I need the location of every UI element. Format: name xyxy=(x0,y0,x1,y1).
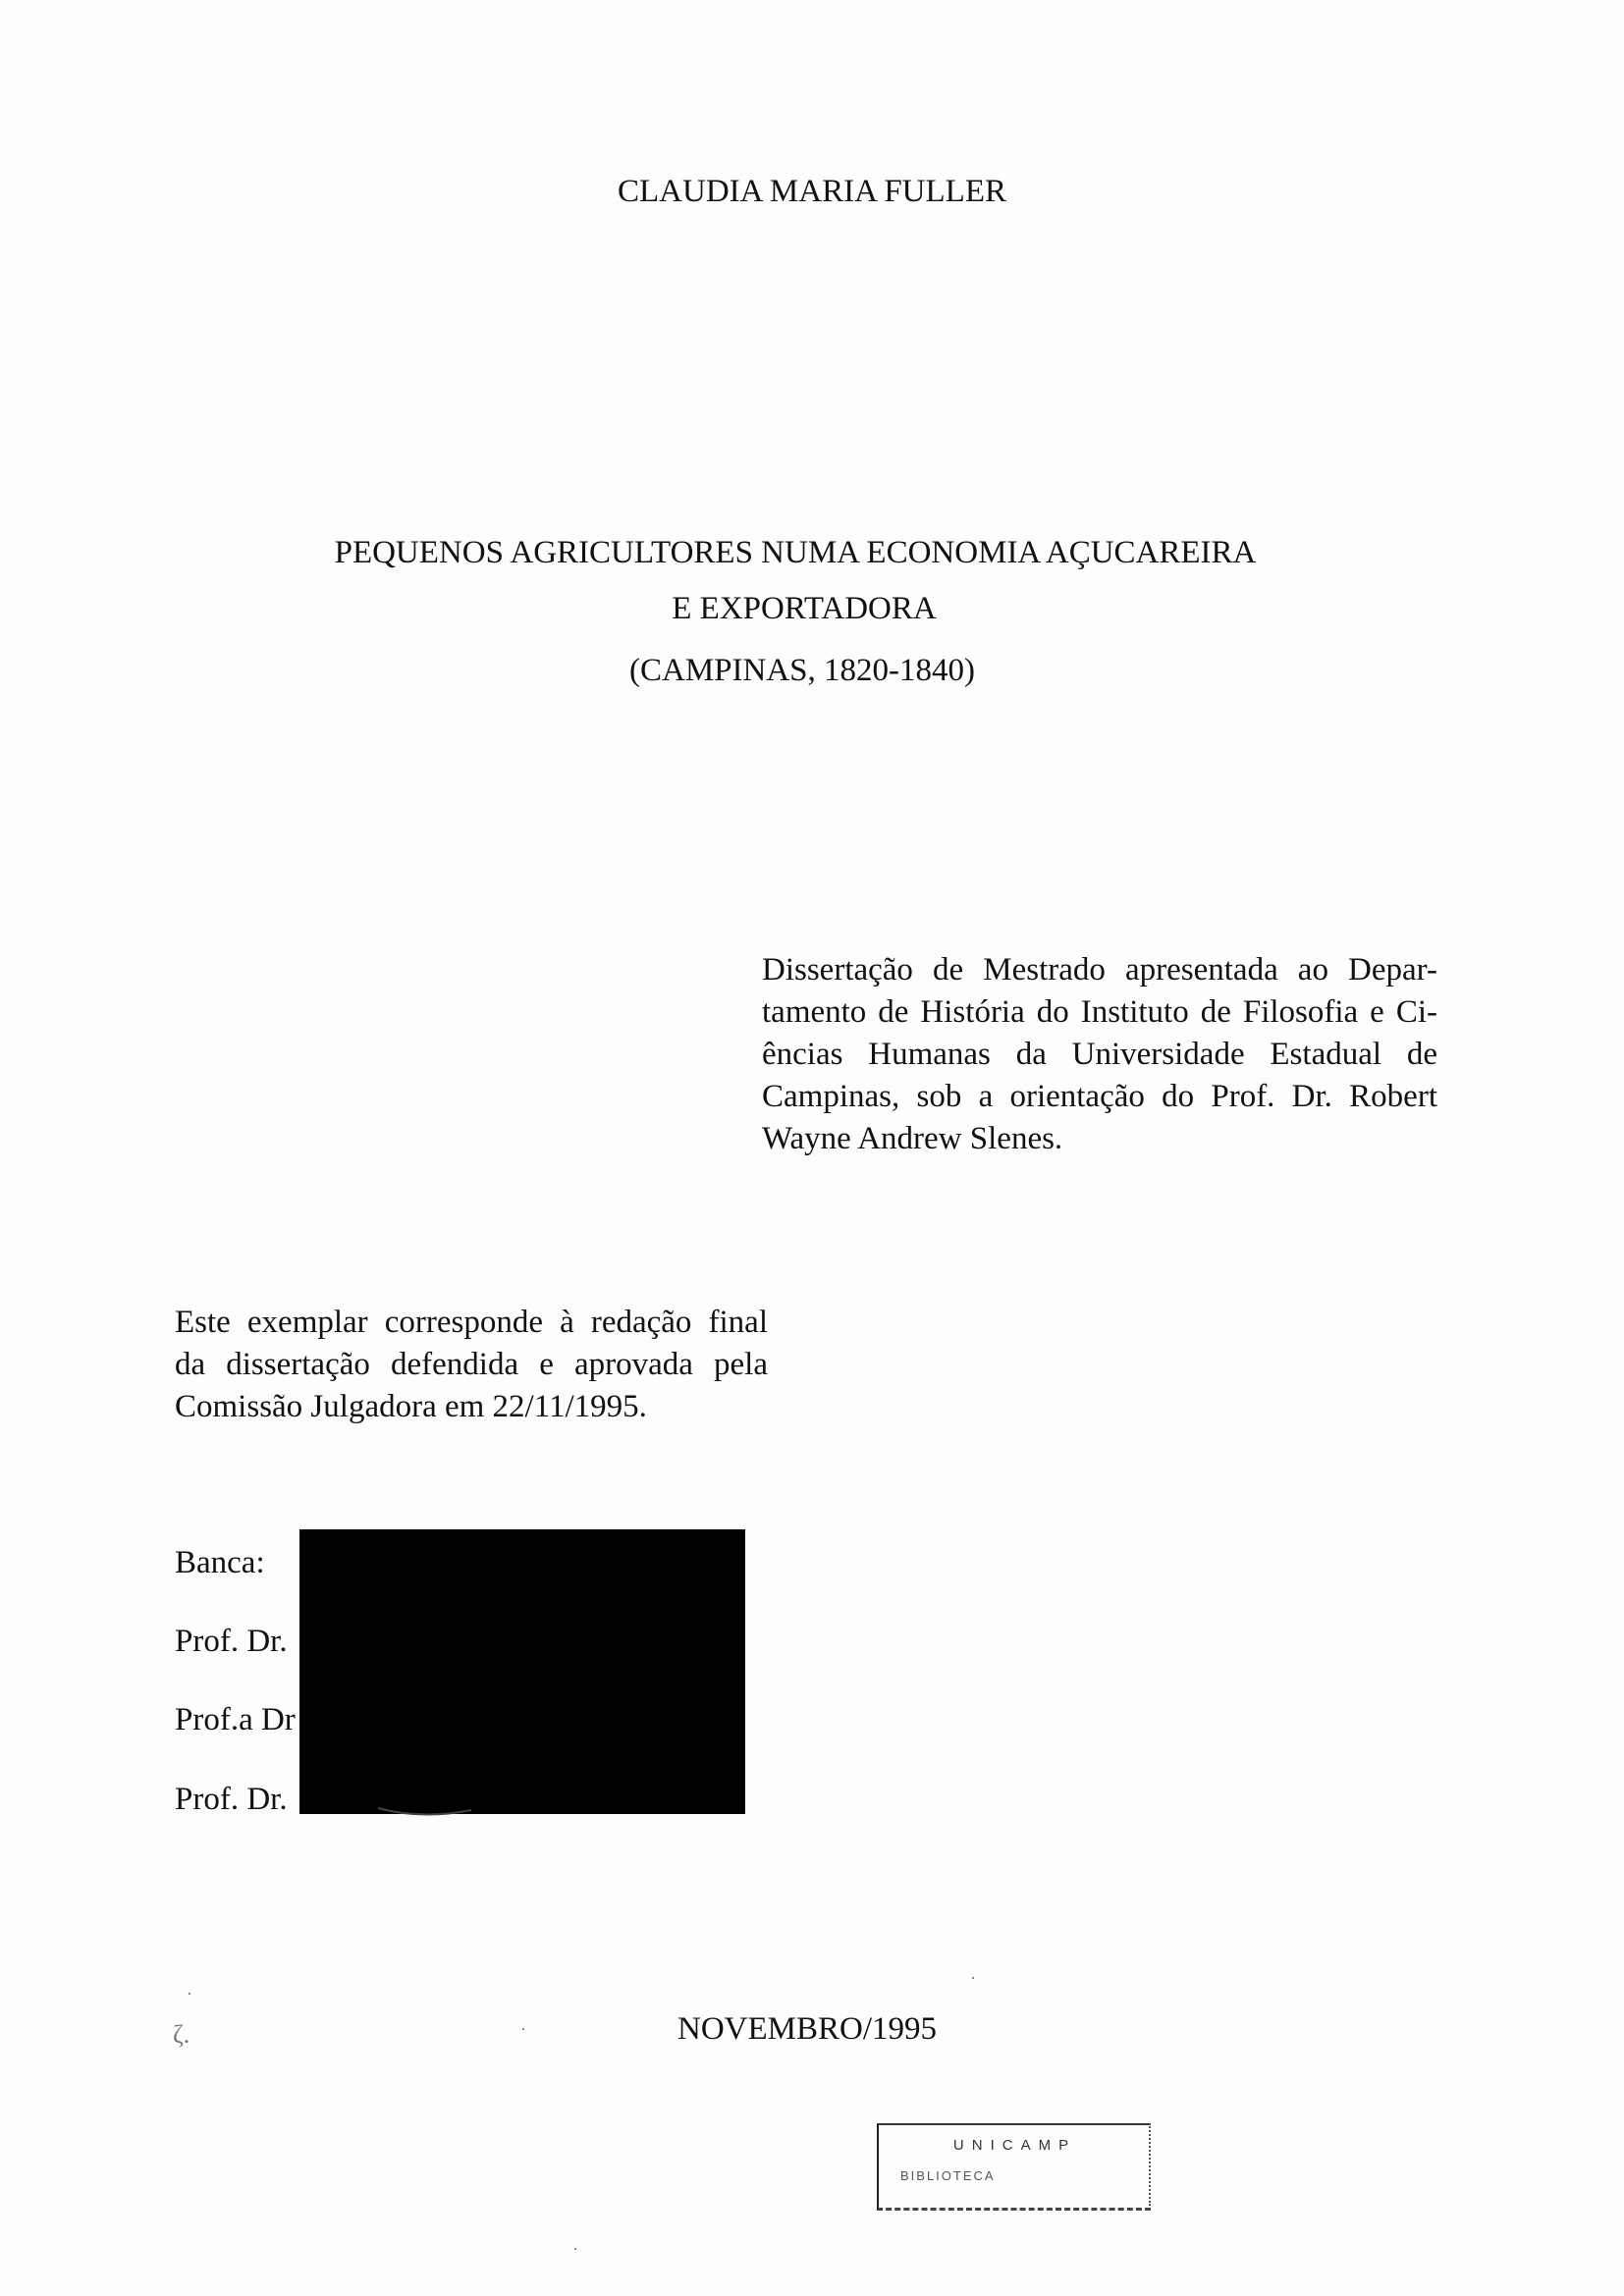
signature-trace xyxy=(373,1802,481,1822)
abstract-line: Campinas, sob a orientação do Prof. Dr. Robert xyxy=(762,1079,1437,1114)
scan-speck xyxy=(574,2248,576,2250)
banca-member-2: Prof.a Dr xyxy=(175,1702,296,1737)
library-stamp xyxy=(877,2123,1151,2211)
redaction-box xyxy=(299,1529,745,1814)
title-line-1: PEQUENOS AGRICULTORES NUMA ECONOMIA AÇUCAREIRA xyxy=(334,535,1257,570)
title-line-3: (CAMPINAS, 1820-1840) xyxy=(628,653,975,688)
stamp-line-1: UNICAMP xyxy=(952,2137,1077,2154)
approval-line: Comissão Julgadora em 22/11/1995. xyxy=(175,1389,647,1424)
abstract-line: ências Humanas da Universidade Estadual de xyxy=(762,1037,1437,1072)
scan-speck xyxy=(972,1977,974,1979)
stamp-edge xyxy=(1149,2123,1151,2206)
dissertation-abstract xyxy=(762,949,1437,1160)
abstract-line: Dissertação de Mestrado apresentada ao Depar- xyxy=(762,952,1437,988)
submission-date: NOVEMBRO/1995 xyxy=(677,2011,938,2047)
author-name: CLAUDIA MARIA FULLER xyxy=(617,174,1007,209)
scan-speck xyxy=(522,2028,524,2030)
abstract-line: tamento de História do Instituto de Filosofia e Ci- xyxy=(762,994,1437,1030)
stamp-line-2: BIBLIOTECA xyxy=(900,2168,996,2183)
approval-line: Este exemplar corresponde à redação final xyxy=(175,1305,768,1340)
approval-statement xyxy=(175,1302,768,1428)
abstract-line: Wayne Andrew Slenes. xyxy=(762,1121,1063,1156)
approval-line: da dissertação defendida e aprovada pela xyxy=(175,1347,768,1382)
banca-member-3: Prof. Dr. xyxy=(175,1782,288,1817)
margin-mark: ζ. xyxy=(173,2020,190,2049)
scan-speck xyxy=(189,1993,190,1995)
title-line-2: E EXPORTADORA xyxy=(672,591,937,626)
banca-label: Banca: xyxy=(175,1545,265,1580)
banca-member-1: Prof. Dr. xyxy=(175,1624,288,1659)
